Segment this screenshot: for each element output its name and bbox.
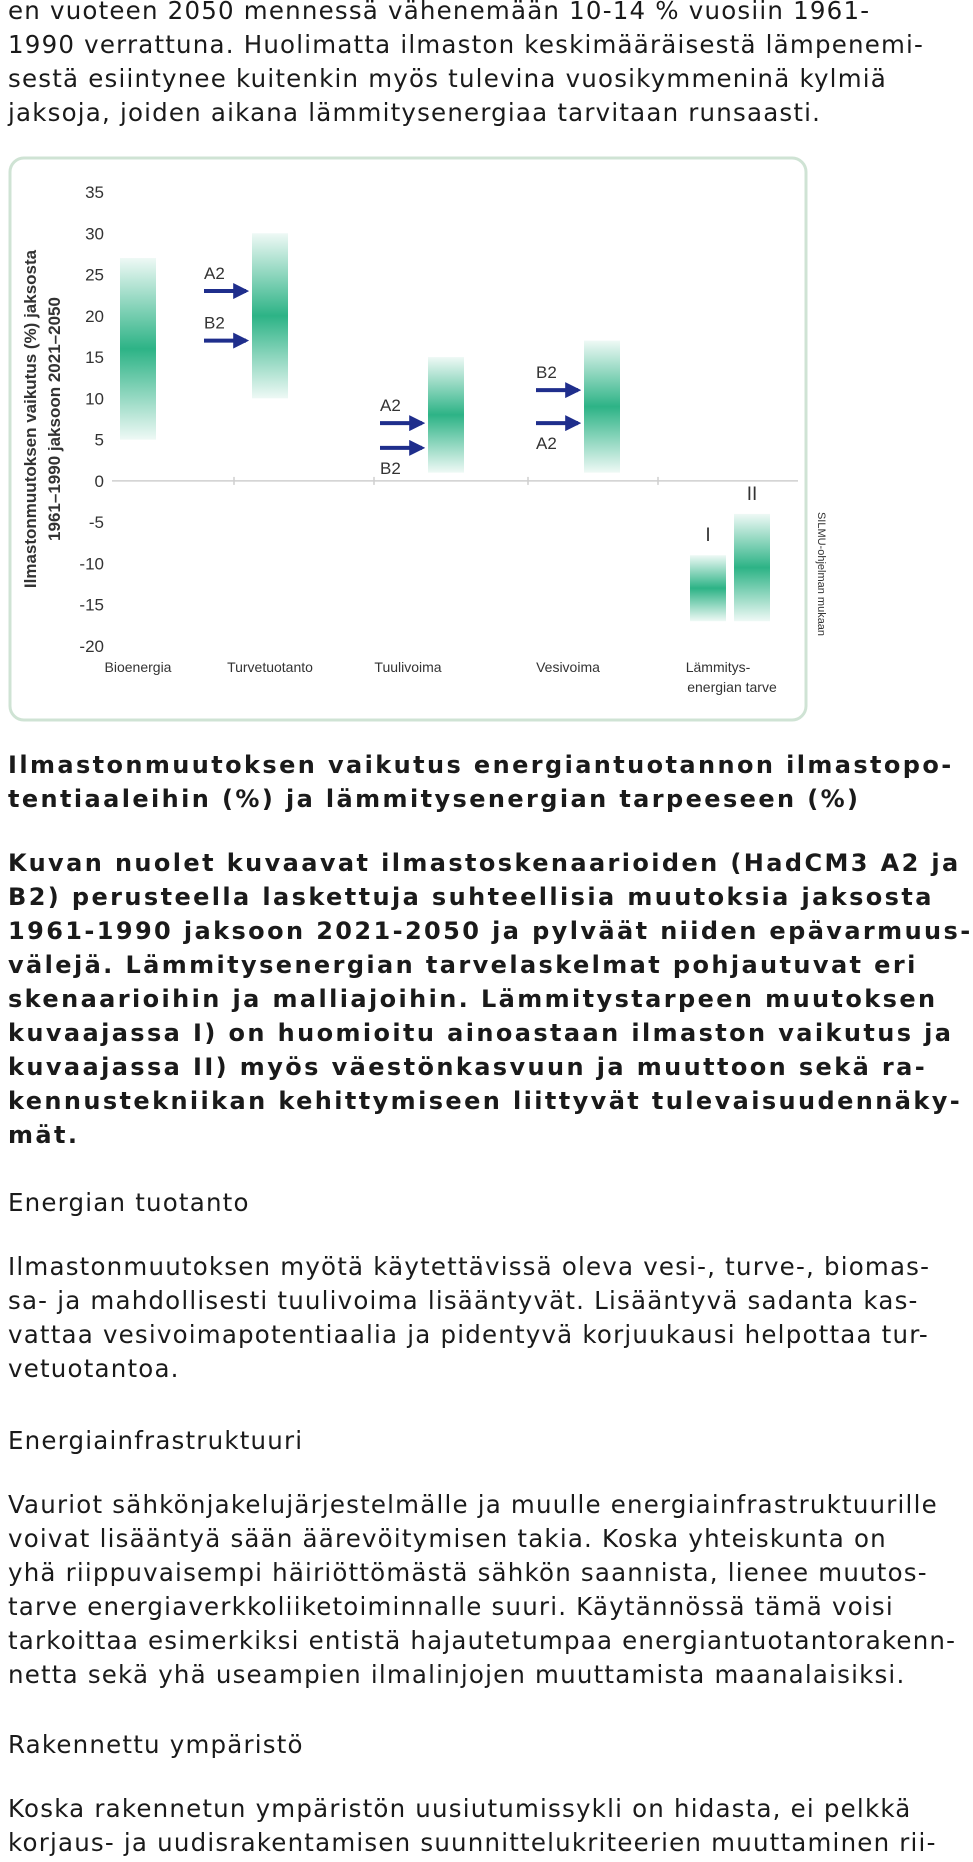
text-line: vattaa vesivoimapotentiaalia ja pidentyvä korjuukausi helpottaa tur- — [8, 1320, 929, 1349]
y-tick-label: -15 — [79, 595, 104, 615]
source-note: SILMU-ohjelman mukaan — [815, 511, 827, 637]
y-tick-label: 0 — [94, 471, 104, 491]
text-line: korjaus- ja uudisrakentamisen suunnittelukriteerien muuttaminen rii- — [8, 1828, 937, 1857]
range-bar — [734, 514, 770, 621]
y-tick-label: 35 — [85, 183, 104, 202]
range-bar-chart — [8, 156, 827, 722]
y-tick-label: -10 — [79, 554, 104, 574]
text-line: 1961-1990 jaksoon 2021-2050 ja pylväät niiden epävarmuus- — [8, 917, 973, 945]
text-line: B2) perusteella laskettuja suhteellisia muutoksia jaksosta — [8, 883, 934, 911]
scenario-arrow-label: B2 — [204, 313, 225, 333]
section-heading-energy-infrastructure: Energiainfrastruktuuri — [8, 1426, 304, 1455]
text-line: mät. — [8, 1121, 80, 1149]
figure-caption-body — [8, 846, 973, 1152]
x-category-label: Bioenergia — [104, 659, 172, 675]
y-tick-label: 25 — [85, 265, 104, 285]
bar-tag-label: II — [746, 483, 758, 505]
section-paragraph-built-environment — [8, 1792, 956, 1860]
y-tick-label: -20 — [79, 637, 104, 656]
figure-caption-title — [8, 748, 956, 816]
y-tick-label: -5 — [88, 513, 104, 533]
section-heading-energy-production: Energian tuotanto — [8, 1188, 250, 1217]
text-line: Koska rakennetun ympäristön uusiutumissykli on hidasta, ei pelkkä — [8, 1794, 912, 1823]
range-bar — [428, 357, 464, 473]
y-tick-label: 15 — [85, 348, 104, 368]
y-tick-label: 10 — [85, 389, 104, 409]
y-tick-label: 5 — [94, 430, 104, 450]
x-category-label: Vesivoima — [536, 659, 600, 675]
text-line: sestä esiintynee kuitenkin myös tulevina vuosikymmeninä kylmiä — [8, 64, 887, 93]
intro-paragraph — [8, 0, 956, 130]
scenario-arrow-label: B2 — [536, 363, 557, 383]
scenario-arrow-label: A2 — [380, 396, 401, 416]
text-line: Vauriot sähkönjakelujärjestelmälle ja muulle energiainfrastruktuurille — [8, 1490, 938, 1519]
text-line: välejä. Lämmitysenergian tarvelaskelmat pohjautuvat eri — [8, 951, 918, 979]
text-line: vetuotantoa. — [8, 1354, 180, 1383]
section-paragraph-energy-production — [8, 1250, 956, 1386]
text-line: kuvaajassa I) on huomioitu ainoastaan ilmaston vaikutus ja — [8, 1019, 954, 1047]
text-line: sa- ja mahdollisesti tuulivoima lisääntyvät. Lisääntyvä sadanta kas- — [8, 1286, 919, 1315]
range-bar — [120, 258, 156, 440]
range-bar — [252, 233, 288, 398]
x-category-label: Tuulivoima — [374, 659, 442, 675]
text-line: Kuvan nuolet kuvaavat ilmastoskenaarioiden (HadCM3 A2 ja — [8, 849, 961, 877]
text-line: kennustekniikan kehittymiseen liittyvät tulevaisuudennäky- — [8, 1087, 963, 1115]
text-line: skenaarioihin ja malliajoihin. Lämmitystarpeen muutoksen — [8, 985, 938, 1013]
climate-impact-figure — [8, 156, 827, 722]
x-category-label: energian tarve — [687, 679, 777, 695]
text-line: en vuoteen 2050 mennessä vähenemään 10-14 % vuosiin 1961- — [8, 0, 871, 25]
text-line: voivat lisääntyä sään äärevöitymisen takia. Koska yhteiskunta on — [8, 1524, 887, 1553]
text-line: yhä riippuvaisempi häiriöttömästä sähkön saannista, lienee muutos- — [8, 1558, 928, 1587]
x-category-label: Turvetuotanto — [227, 659, 313, 675]
scenario-arrow-label: A2 — [204, 264, 225, 284]
scenario-arrow-label: A2 — [536, 434, 557, 454]
x-category-label: Lämmitys- — [685, 659, 751, 675]
text-line: Ilmastonmuutoksen myötä käytettävissä oleva vesi-, turve-, biomas- — [8, 1252, 931, 1281]
text-line: tentiaaleihin (%) ja lämmitysenergian tarpeeseen (%) — [8, 785, 861, 813]
y-tick-label: 20 — [85, 306, 104, 326]
bar-tag-label: I — [705, 525, 711, 547]
y-axis-label: 1961–1990 jaksoon 2021–2050 — [45, 297, 64, 541]
text-line: kuvaajassa II) myös väestönkasvuun ja muuttoon sekä ra- — [8, 1053, 928, 1081]
text-line: netta sekä yhä useampien ilmalinjojen muuttamista maanalaisiksi. — [8, 1660, 906, 1689]
y-tick-label: 30 — [85, 224, 104, 244]
range-bar — [690, 555, 726, 621]
section-paragraph-energy-infrastructure — [8, 1488, 956, 1692]
y-axis-label: Ilmastonmuutoksen vaikutus (%) jaksosta — [21, 249, 40, 589]
text-line: tarve energiaverkkoliiketoiminnalle suuri. Käytännössä tämä voisi — [8, 1592, 894, 1621]
text-line: jaksoja, joiden aikana lämmitysenergiaa tarvitaan runsaasti. — [8, 98, 822, 127]
range-bar — [584, 341, 620, 473]
text-line: tarkoittaa esimerkiksi entistä hajautetumpaa energiantuotantorakenn- — [8, 1626, 957, 1655]
text-line: Ilmastonmuutoksen vaikutus energiantuotannon ilmastopo- — [8, 751, 954, 779]
scenario-arrow-label: B2 — [380, 458, 401, 478]
section-heading-built-environment: Rakennettu ympäristö — [8, 1730, 304, 1759]
text-line: 1990 verrattuna. Huolimatta ilmaston keskimääräisestä lämpenemi- — [8, 30, 925, 59]
